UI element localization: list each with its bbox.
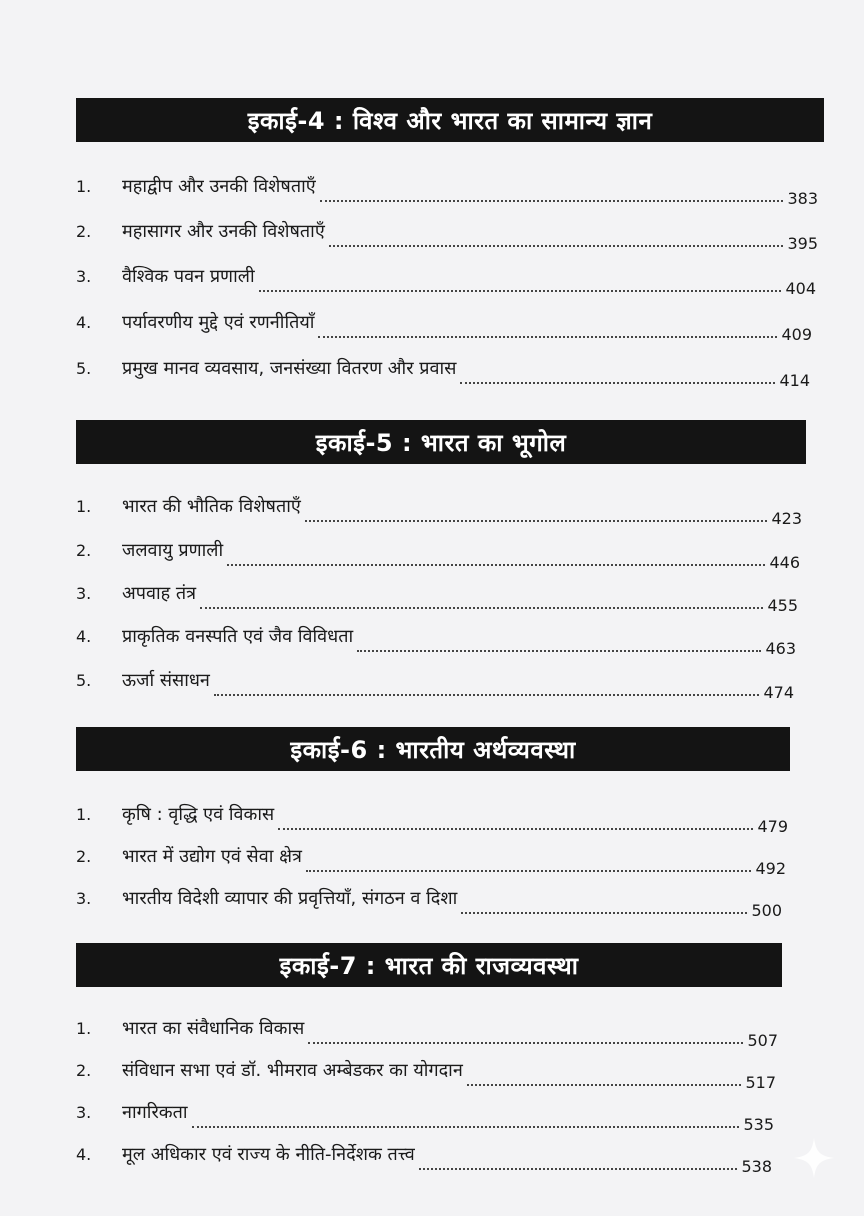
entry-number: 5. xyxy=(76,671,92,690)
entry-number: 4. xyxy=(76,1145,92,1164)
leader-dots xyxy=(308,1042,743,1044)
entry-title: प्रमुख मानव व्यवसाय, जनसंख्या वितरण और प्रवास xyxy=(122,358,457,379)
entry-title: भारत का संवैधानिक विकास xyxy=(122,1018,305,1039)
entry-title: नागरिकता xyxy=(122,1102,188,1123)
entry-number: 1. xyxy=(76,805,92,824)
entry-title: महासागर और उनकी विशेषताएँ xyxy=(122,221,325,242)
entry-number: 1. xyxy=(76,177,92,196)
toc-entry[interactable] xyxy=(76,1094,774,1134)
entry-page: 463 xyxy=(765,639,796,658)
entry-number: 1. xyxy=(76,497,92,516)
entry-title: भारतीय विदेशी व्यापार की प्रवृत्तियाँ, संगठन व दिशा xyxy=(122,888,458,909)
entry-page: 517 xyxy=(745,1073,776,1092)
toc-entry[interactable] xyxy=(76,304,812,344)
entry-page: 446 xyxy=(769,553,800,572)
entry-number: 2. xyxy=(76,847,92,866)
leader-dots xyxy=(214,694,760,696)
toc-entry[interactable] xyxy=(76,838,786,878)
unit-heading: इकाई-4 : विश्व और भारत का सामान्य ज्ञान xyxy=(76,98,824,142)
leader-dots xyxy=(200,607,763,609)
toc-entry[interactable] xyxy=(76,880,782,920)
entry-number: 3. xyxy=(76,1103,92,1122)
entry-page: 404 xyxy=(785,279,816,298)
entry-page: 474 xyxy=(763,683,794,702)
entry-number: 4. xyxy=(76,313,92,332)
toc-entry[interactable] xyxy=(76,258,816,298)
leader-dots xyxy=(278,828,753,830)
leader-dots xyxy=(318,336,777,338)
toc-entry[interactable] xyxy=(76,168,818,208)
sparkle-icon xyxy=(792,1136,836,1180)
entry-page: 479 xyxy=(757,817,788,836)
entry-number: 2. xyxy=(76,541,92,560)
unit-heading: इकाई-6 : भारतीय अर्थव्यवस्था xyxy=(76,727,790,771)
leader-dots xyxy=(227,564,765,566)
entry-title: मूल अधिकार एवं राज्य के नीति-निर्देशक तत्त्व xyxy=(122,1144,415,1165)
leader-dots xyxy=(329,245,784,247)
leader-dots xyxy=(467,1084,742,1086)
leader-dots xyxy=(460,382,775,384)
entry-number: 1. xyxy=(76,1019,92,1038)
entry-page: 538 xyxy=(741,1157,772,1176)
entry-page: 535 xyxy=(743,1115,774,1134)
entry-number: 4. xyxy=(76,627,92,646)
toc-entry[interactable] xyxy=(76,213,818,253)
toc-entry[interactable] xyxy=(76,618,796,658)
entry-page: 492 xyxy=(755,859,786,878)
toc-entry[interactable] xyxy=(76,1010,778,1050)
entry-title: महाद्वीप और उनकी विशेषताएँ xyxy=(122,176,316,197)
entry-title: अपवाह तंत्र xyxy=(122,583,197,604)
entry-page: 395 xyxy=(787,234,818,253)
unit-heading: इकाई-7 : भारत की राजव्यवस्था xyxy=(76,943,782,987)
entry-number: 3. xyxy=(76,267,92,286)
toc-entry[interactable] xyxy=(76,350,810,390)
leader-dots xyxy=(357,650,761,652)
entry-title: भारत की भौतिक विशेषताएँ xyxy=(122,496,301,517)
leader-dots xyxy=(259,290,782,292)
entry-page: 414 xyxy=(779,371,810,390)
entry-title: वैश्विक पवन प्रणाली xyxy=(122,266,255,287)
toc-entry[interactable] xyxy=(76,1136,772,1176)
entry-page: 383 xyxy=(787,189,818,208)
entry-title: जलवायु प्रणाली xyxy=(122,540,224,561)
entry-page: 455 xyxy=(767,596,798,615)
entry-number: 3. xyxy=(76,584,92,603)
leader-dots xyxy=(419,1168,738,1170)
entry-title: प्राकृतिक वनस्पति एवं जैव विविधता xyxy=(122,626,354,647)
leader-dots xyxy=(461,912,747,914)
entry-title: कृषि : वृद्धि एवं विकास xyxy=(122,804,275,825)
toc-entry[interactable] xyxy=(76,662,794,702)
entry-page: 409 xyxy=(781,325,812,344)
toc-entry[interactable] xyxy=(76,1052,776,1092)
entry-page: 423 xyxy=(771,509,802,528)
entry-title: ऊर्जा संसाधन xyxy=(122,670,210,691)
leader-dots xyxy=(320,200,784,202)
entry-page: 507 xyxy=(747,1031,778,1050)
toc-entry[interactable] xyxy=(76,488,802,528)
entry-number: 5. xyxy=(76,359,92,378)
leader-dots xyxy=(306,870,752,872)
entry-title: भारत में उद्योग एवं सेवा क्षेत्र xyxy=(122,846,302,867)
entry-number: 2. xyxy=(76,222,92,241)
unit-heading: इकाई-5 : भारत का भूगोल xyxy=(76,420,806,464)
entry-title: संविधान सभा एवं डॉ. भीमराव अम्बेडकर का योगदान xyxy=(122,1060,463,1081)
entry-number: 2. xyxy=(76,1061,92,1080)
entry-title: पर्यावरणीय मुद्दे एवं रणनीतियाँ xyxy=(122,312,315,333)
leader-dots xyxy=(192,1126,740,1128)
toc-entry[interactable] xyxy=(76,532,800,572)
leader-dots xyxy=(305,520,768,522)
toc-entry[interactable] xyxy=(76,575,798,615)
toc-entry[interactable] xyxy=(76,796,788,836)
entry-number: 3. xyxy=(76,889,92,908)
entry-page: 500 xyxy=(751,901,782,920)
